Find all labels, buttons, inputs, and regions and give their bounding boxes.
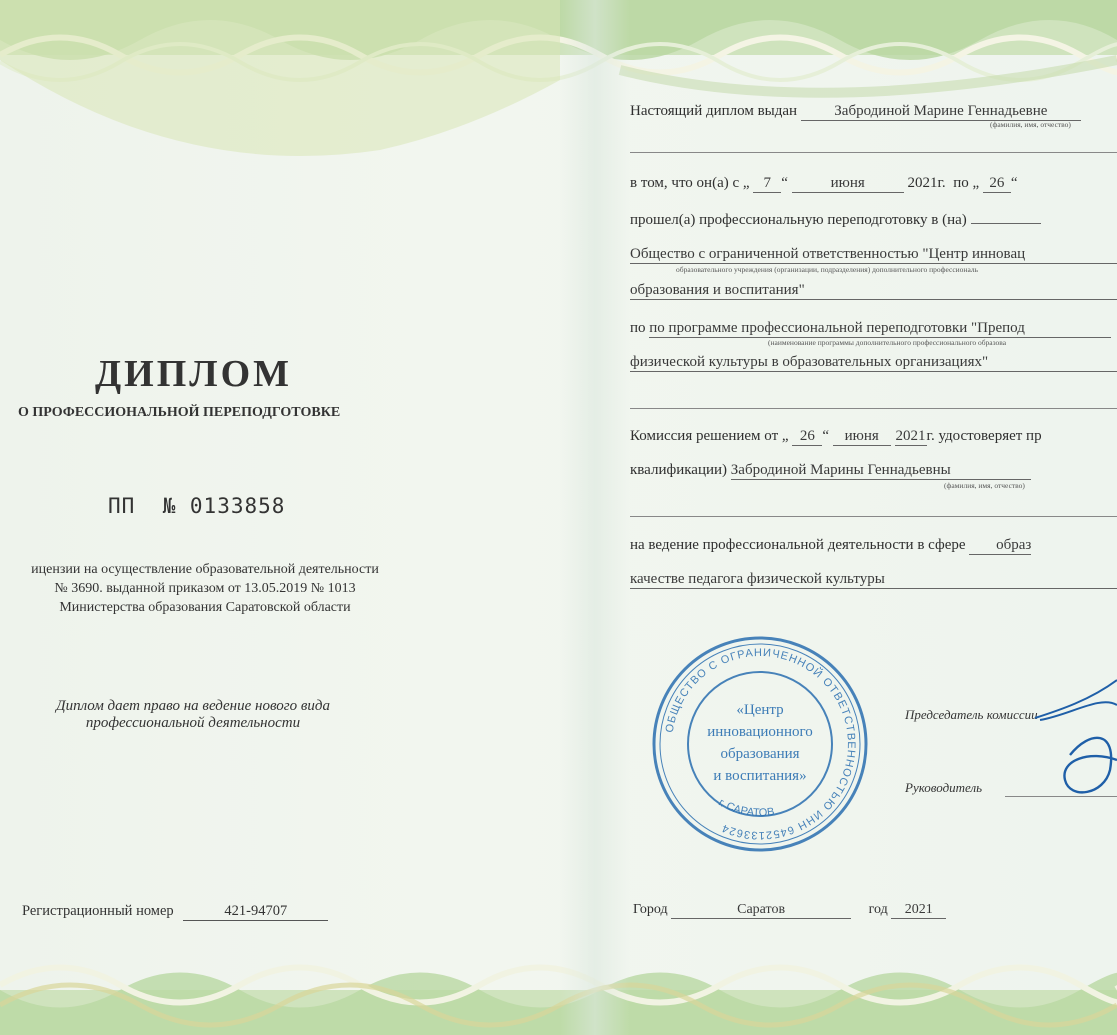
diploma-number xyxy=(108,494,285,518)
blank-line xyxy=(630,408,1117,409)
stamp-city-text: г. САРАТОВ xyxy=(716,796,776,820)
registration-value: 421-94707 xyxy=(183,903,328,921)
org-line-1 xyxy=(630,246,1117,264)
org-line-2 xyxy=(630,282,1117,300)
city-year-line xyxy=(633,902,946,919)
city-label: Город xyxy=(633,902,668,917)
activity-label: на ведение профессиональной деятельности в сфере xyxy=(630,537,966,553)
number-value: 0133858 xyxy=(189,494,286,518)
period-line xyxy=(630,175,1018,193)
to-label: по „ xyxy=(953,175,980,191)
organization-stamp xyxy=(650,634,870,854)
license-info xyxy=(0,560,410,617)
passed-label: прошел(а) профессиональную переподготовку в (на) xyxy=(630,212,967,228)
issued-to-label: Настоящий диплом выдан xyxy=(630,103,798,119)
qualification-line xyxy=(630,462,1031,480)
blank-line xyxy=(630,152,1117,153)
hint-fio-2: (фамилия, имя, отчество) xyxy=(944,481,1025,490)
activity-value: образ xyxy=(969,537,1031,555)
hint-org: образовательного учреждения (организации, подразделения) дополнительного профессиональ xyxy=(676,265,978,274)
chair-label: Председатель комиссии xyxy=(905,707,1038,722)
program-name-2: физической культуры в образовательных организациях" xyxy=(630,354,1117,372)
start-year: 2021 xyxy=(907,175,938,191)
year-suffix: г. xyxy=(937,175,946,191)
diploma-title: ДИПЛОМ xyxy=(95,353,292,395)
start-month: июня xyxy=(792,175,904,193)
blank-line xyxy=(630,516,1117,517)
org-name-2: образования и воспитания" xyxy=(630,282,1117,300)
in-that-label: в том, что он(а) с „ xyxy=(630,175,750,191)
top-ornament-border xyxy=(0,0,1117,180)
activity-line-2 xyxy=(630,571,1117,589)
qualification-name: Забродиной Марины Геннадьевны xyxy=(731,462,1031,480)
year-value: 2021 xyxy=(891,902,946,919)
series-code: ПП xyxy=(108,494,136,518)
rights-line: Диплом дает право на ведение нового вида xyxy=(56,698,330,714)
license-line: ицензии на осуществление образовательной деятельности xyxy=(31,562,379,577)
head-label: Руководитель xyxy=(905,780,983,795)
issued-to-name: Забродиной Марине Геннадьевне xyxy=(801,103,1081,121)
blank-fill xyxy=(971,223,1041,224)
start-day: 7 xyxy=(753,175,781,193)
license-line: Министерства образования Саратовской области xyxy=(59,600,351,615)
program-prefix: по xyxy=(630,320,646,336)
qualification-label: квалификации) xyxy=(630,462,728,478)
year-label: год xyxy=(868,902,888,917)
passed-line xyxy=(630,212,1041,229)
rights-line: профессиональной деятельности xyxy=(85,715,301,731)
activity-line xyxy=(630,537,1031,555)
certifies-label: г. удостоверяет пр xyxy=(926,428,1042,444)
stamp-ring-text: ОБЩЕСТВО С ОГРАНИЧЕННОЙ ОТВЕТСТВЕННОСТЬЮ ИНН 6452133624 xyxy=(663,646,858,842)
stamp-center-line: и воспитания» xyxy=(713,768,807,784)
number-sign: № xyxy=(162,494,177,518)
page-fold xyxy=(560,0,630,1035)
activity-value-2: качестве педагога физической культуры xyxy=(630,571,1117,589)
quote-close: “ xyxy=(781,175,788,191)
decision-year: 2021 xyxy=(895,428,926,444)
svg-text:г. САРАТОВ xyxy=(716,797,775,820)
quote-close: “ xyxy=(1010,175,1018,191)
hint-fio: (фамилия, имя, отчество) xyxy=(990,120,1071,129)
hint-program: (наименование программы дополнительного профессионального образова xyxy=(768,338,1007,347)
registration-label: Регистрационный номер xyxy=(22,903,174,919)
handwritten-signature xyxy=(1030,660,1117,820)
program-line-2 xyxy=(630,354,1117,372)
stamp-center-line: образования xyxy=(720,746,800,762)
stamp-center-line: «Центр xyxy=(736,702,784,718)
quote-close: “ xyxy=(822,428,829,444)
org-name-1: Общество с ограниченной ответственностью "Центр инновац xyxy=(630,246,1117,264)
bottom-ornament-border xyxy=(0,935,1117,1035)
commission-label: Комиссия решением от „ xyxy=(630,428,789,444)
program-line-1 xyxy=(630,320,1111,338)
decision-month: июня xyxy=(833,428,891,446)
diploma-subtitle: О ПРОФЕССИОНАЛЬНОЙ ПЕРЕПОДГОТОВКЕ xyxy=(18,405,341,420)
commission-line xyxy=(630,428,1042,446)
end-day: 26 xyxy=(983,175,1011,193)
license-line: № 3690. выданной приказом от 13.05.2019 № 1013 xyxy=(54,581,356,596)
decision-day: 26 xyxy=(792,428,822,446)
rights-statement xyxy=(0,698,386,732)
program-name-1: по программе профессиональной переподготовки "Препод xyxy=(649,320,1111,338)
registration-number xyxy=(22,903,328,921)
stamp-center-line: инновационного xyxy=(707,724,813,740)
city-value: Саратов xyxy=(671,902,851,919)
issued-to-line xyxy=(630,103,1081,121)
